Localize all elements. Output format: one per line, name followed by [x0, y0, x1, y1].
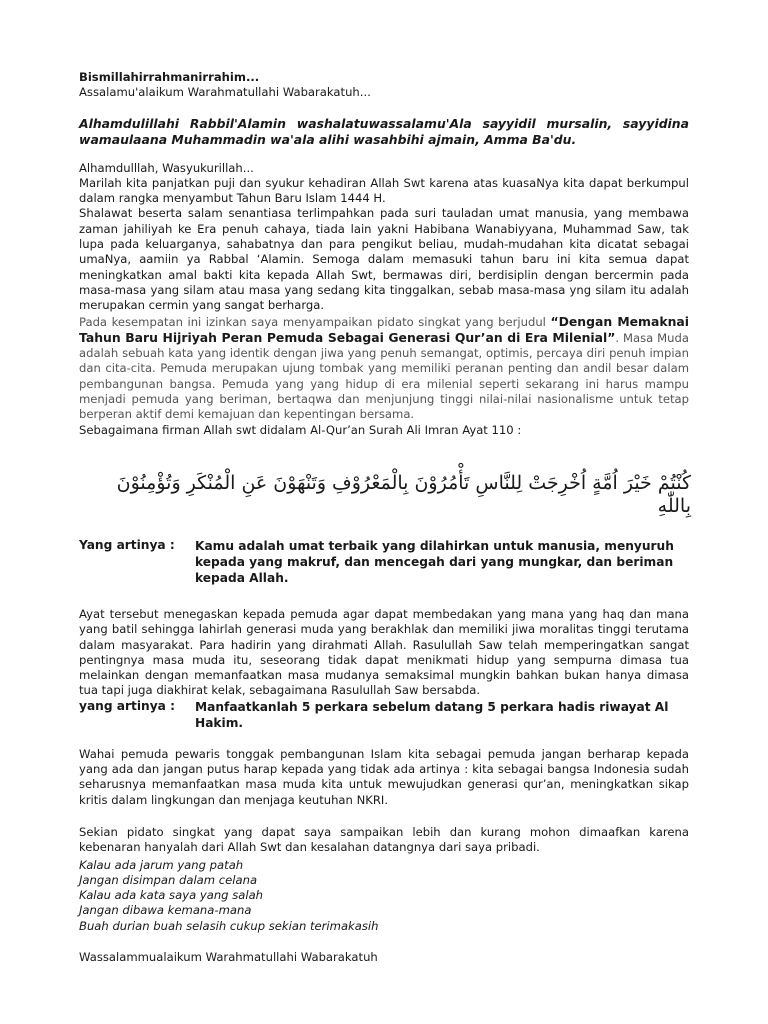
- kesempatan-body: . Masa Muda adalah sebuah kata yang identik dengan jiwa yang penuh semangat, optimis, percaya diri penuh impian dan cita-cita. Pemuda merupakan ujung tombak yang memiliki peranan penting dan andil besar dalam pembangunan bangsa. Pemuda yang yang hidup di era milenial seperti sekarang ini harus mampu menjadi pemuda yang beriman, bertaqwa dan menjunjung tinggi nilai-nilai nasionalisme untuk tetap berperan aktif demi kemajuan dan kepentingan bersama.: [79, 330, 689, 422]
- speech-text: [79, 70, 689, 965]
- translation-label: Yang artinya :: [79, 537, 175, 552]
- translation-text: Kamu adalah umat terbaik yang dilahirkan untuk manusia, menyuruh kepada yang makruf, dan mencegah dari yang mungkar, dan beriman kepada Allah.: [195, 538, 674, 585]
- paragraph-wahai: Wahai pemuda pewaris tonggak pembangunan Islam kita sebagai pemuda jangan berharap kepada yang ada dan jangan putus harap kepada yang tidak ada artinya : kita sebagai bangsa Indonesia sudah seharusnya memanfaatkan masa muda kita untuk mewujudkan generasi qur’an, meningkatkan sikap kritis dalam lingkungan dan menjaga keutuhan NKRI.: [79, 746, 689, 807]
- arabic-verse: كُنْتُمْ خَيْرَ اُمَّةٍ اُخْرِجَتْ لِلنَّاسِ تَأْمُرُوْنَ بِالْمَعْرُوْفِ وَتَنْهَوْنَ عَنِ الْمُنْكَرِ وَتُؤْمِنُوْنَ بِاللّٰهِ: [116, 471, 691, 517]
- paragraph-firman: Sebagaimana firman Allah swt didalam Al-Qur’an Surah Ali Imran Ayat 110 :: [79, 422, 522, 437]
- paragraph-ayat: Ayat tersebut menegaskan kepada pemuda agar dapat membedakan yang mana yang haq dan mana yang batil sehingga lahirlah generasi muda yang berakhlak dan memiliki jiwa moralitas tinggi terutama dalam masyarakat. Para hadirin yang dirahmati Allah. Rasulullah Saw telah memperingatkan sangat pentingnya masa muda itu, seseorang tidak dapat menikmati hidup yang sempurna dimasa tua melainkan dengan memanfaatkan masa mudanya semaksimal mungkin bahkan bukan hanya dimasa tua tapi juga diakhirat kelak, sebagaimana Rasulullah Saw bersabda.: [79, 606, 689, 698]
- pantun-line: Jangan disimpan dalam celana: [79, 872, 258, 887]
- paragraph-kesempatan: [79, 314, 689, 423]
- speech-title: “Dengan Memaknai Tahun Baru Hijriyah Peran Pemuda Sebagai Generasi Qur’an di Era Milenial”: [79, 313, 689, 345]
- paragraph-shalawat: Shalawat beserta salam senantiasa terlimpahkan pada suri tauladan umat manusia, yang membawa zaman jahiliyah ke Era penuh cahaya, tiada lain yakni Habibana Wanabiyyana, Muhammad Saw, tak lupa pada keluarganya, sahabatnya dan para pengikut beliau, mudah-mudahan kita dicatat sebagai umaNya, aamiin ya Rabbal ‘Alamin. Semoga dalam memasuki tahun baru ini kita semua dapat meningkatkan amal bakti kita kepada Allah Swt, bermawas diri, berdisiplin dengan bercermin pada masa-masa yang silam atau masa yang sedang kita tinggalkan, sebab masa-masa yng silam itu adalah merupakan cermin yang sangat berharga.: [79, 206, 689, 313]
- kesempatan-intro: Pada kesempatan ini izinkan saya menyampaikan pidato singkat yang berjudul: [79, 314, 551, 329]
- closing-salam: Wassalammualaikum Warahmatullahi Wabarakatuh: [79, 949, 378, 964]
- pantun-line: Kalau ada kata saya yang salah: [79, 888, 264, 903]
- salam-line: Assalamu'alaikum Warahmatullahi Wabarakatuh...: [79, 85, 371, 100]
- alhamdulillah-line: Alhamdulllah, Wasyukurillah...: [79, 160, 254, 175]
- hadis-translation: [79, 699, 689, 731]
- pantun-line: Jangan dibawa kemana-mana: [79, 903, 252, 918]
- paragraph-syukur: Marilah kita panjatkan puji dan syukur kehadiran Allah Swt karena atas kuasaNya kita dapat berkumpul dalam rangka menyambut Tahun Baru Islam 1444 H.: [79, 175, 689, 206]
- hadis-label: yang artinya :: [79, 698, 176, 713]
- pantun-line: Buah durian buah selasih cukup sekian terimakasih: [79, 918, 379, 933]
- bismillah-heading: Bismillahirrahmanirrahim...: [79, 70, 260, 84]
- verse-translation: [79, 538, 689, 586]
- pantun-line: Kalau ada jarum yang patah: [79, 857, 244, 872]
- opening-prayer: Alhamdulillahi Rabbil'Alamin washalatuwassalamu'Ala sayyidil mursalin, sayyidina wamaulaana Muhammadin wa'ala alihi wasahbihi ajmain, Amma Ba'du.: [79, 115, 689, 148]
- pantun: [79, 858, 689, 934]
- paragraph-sekian: Sekian pidato singkat yang dapat saya sampaikan lebih dan kurang mohon dimaafkan karena kebenaran hanyalah dari Allah Swt dan kesalahan datangnya dari saya pribadi.: [79, 824, 689, 855]
- hadis-text: Manfaatkanlah 5 perkara sebelum datang 5 perkara hadis riwayat Al Hakim.: [195, 699, 669, 730]
